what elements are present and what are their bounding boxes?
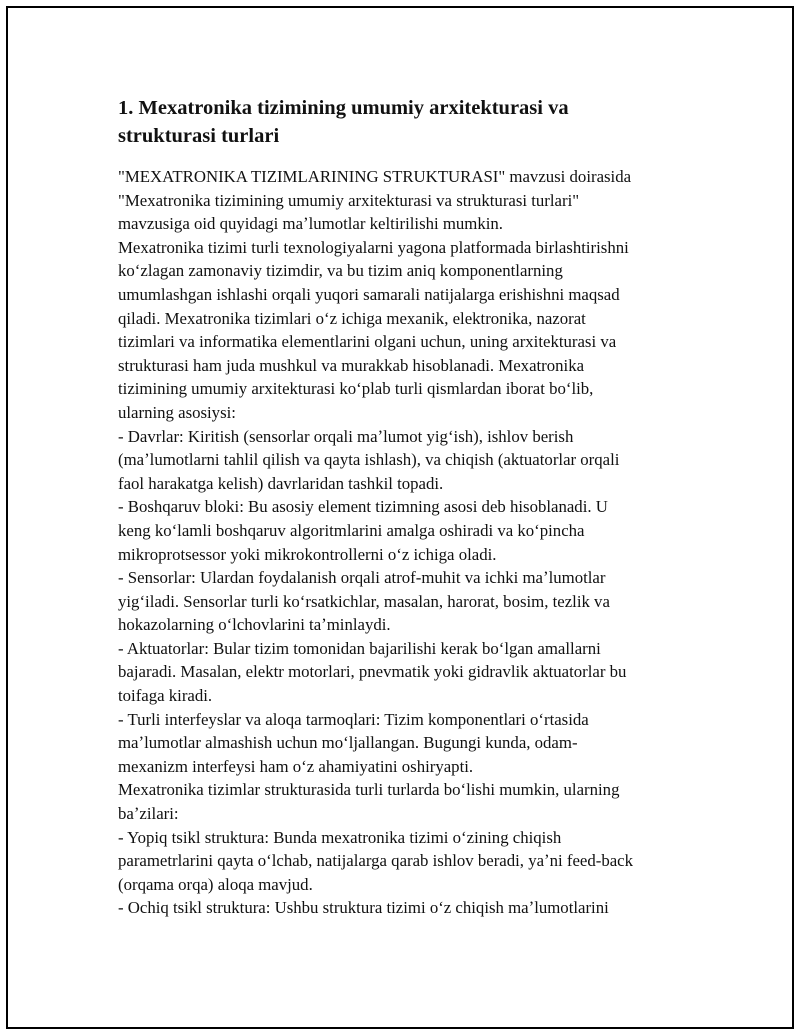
text-line: mikroprotsessor yoki mikrokontrollerni oʻz ichiga oladi. (118, 544, 497, 564)
text-line: keng koʻlamli boshqaruv algoritmlarini amalga oshiradi va koʻpincha (118, 520, 585, 540)
text-line: tizimlari va informatika elementlarini olgani uchun, uning arxitekturasi va (118, 332, 617, 352)
text-line: toifaga kiradi. (118, 686, 213, 706)
text-line: strukturasi ham juda mushkul va murakkab hisoblanadi. Mexatronika (118, 355, 585, 375)
text-line: - Ochiq tsikl struktura: Ushbu struktura tizimi oʻz chiqish maʼlumotlarini (118, 898, 609, 918)
text-line: Mexatronika tizimi turli texnologiyalarni yagona platformada birlashtirishni (118, 237, 629, 257)
text-line: koʻzlagan zamonaviy tizimdir, va bu tizim aniq komponentlarning (118, 261, 563, 281)
text-line: - Yopiq tsikl struktura: Bunda mexatronika tizimi oʻzining chiqish (118, 827, 562, 847)
body-text (118, 165, 698, 920)
text-line: yigʻiladi. Sensorlar turli koʻrsatkichlar, masalan, harorat, bosim, tezlik va (118, 591, 610, 611)
text-line: baʼzilari: (118, 804, 179, 824)
text-line: umumlashgan ishlashi orqali yuqori samarali natijalarga erishishni maqsad (118, 284, 620, 304)
text-line: mavzusiga oid quyidagi maʼlumotlar keltirilishi mumkin. (118, 214, 503, 234)
text-line: - Davrlar: Kiritish (sensorlar orqali maʼlumot yigʻish), ishlov berish (118, 426, 574, 446)
heading-line: strukturasi turlari (118, 125, 280, 147)
section-heading (118, 94, 698, 150)
text-line: - Aktuatorlar: Bular tizim tomonidan bajarilishi kerak boʻlgan amallarni (118, 638, 601, 658)
document-body (118, 94, 698, 920)
text-line: hokazolarning oʻlchovlarini taʼminlaydi. (118, 615, 391, 635)
text-line: Mexatronika tizimlar strukturasida turli turlarda boʻlishi mumkin, ularning (118, 780, 620, 800)
heading-line: 1. Mexatronika tizimining umumiy arxitekturasi va (118, 97, 569, 119)
text-line: (maʼlumotlarni tahlil qilish va qayta ishlash), va chiqish (aktuatorlar orqali (118, 450, 620, 470)
text-line: - Turli interfeyslar va aloqa tarmoqlari: Tizim komponentlari oʻrtasida (118, 709, 589, 729)
text-line: "Mexatronika tizimining umumiy arxitekturasi va strukturasi turlari" (118, 190, 580, 210)
text-line: tizimining umumiy arxitekturasi koʻplab turli qismlardan iborat boʻlib, (118, 379, 594, 399)
text-line: - Sensorlar: Ulardan foydalanish orqali atrof-muhit va ichki maʼlumotlar (118, 568, 606, 588)
text-line: maʼlumotlar almashish uchun moʻljallangan. Bugungi kunda, odam- (118, 733, 578, 753)
text-line: parametrlarini qayta oʻlchab, natijalarga qarab ishlov beradi, yaʼni feed-back (118, 851, 634, 871)
text-line: mexanizm interfeysi ham oʻz ahamiyatini oshiryapti. (118, 756, 474, 776)
text-line: qiladi. Mexatronika tizimlari oʻz ichiga mexanik, elektronika, nazorat (118, 308, 586, 328)
text-line: - Boshqaruv bloki: Bu asosiy element tizimning asosi deb hisoblanadi. U (118, 497, 608, 517)
text-line: bajaradi. Masalan, elektr motorlari, pnevmatik yoki gidravlik aktuatorlar bu (118, 662, 627, 682)
text-line: "MEXATRONIKA TIZIMLARINING STRUKTURASI" mavzusi doirasida (118, 167, 632, 186)
text-line: (orqama orqa) aloqa mavjud. (118, 874, 313, 894)
text-line: ularning asosiysi: (118, 402, 236, 422)
text-line: faol harakatga kelish) davrlaridan tashkil topadi. (118, 473, 444, 493)
